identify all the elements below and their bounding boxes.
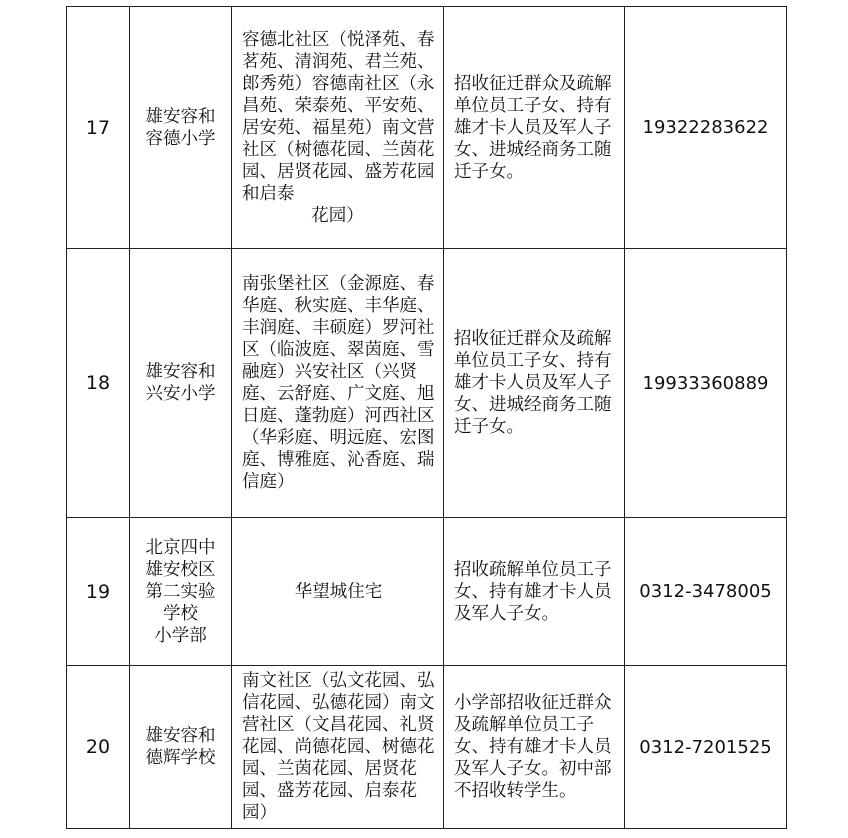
enrollment-scope — [444, 7, 625, 249]
school-name-line: 雄安容和 — [145, 726, 216, 746]
enrollment-scope — [444, 249, 625, 518]
school-name-line: 雄安容和 — [145, 106, 216, 127]
enrollment-scope-text: 招收征迁群众及疏解单位员工子女、持有雄才卡人员及军人子女、进城经商务工随迁子女。 — [454, 329, 612, 437]
school-name — [130, 518, 232, 666]
school-name-line: 北京四中 — [145, 537, 216, 558]
enrollment-scope-text: 小学部招收征迁群众及疏解单位员工子女、持有雄才卡人员及军人子女。初中部不招收转学生。 — [454, 693, 612, 801]
contact-phone: 0312-3478005 — [625, 518, 787, 666]
service-area — [232, 666, 444, 829]
table-row — [67, 518, 787, 666]
school-name — [130, 7, 232, 249]
contact-phone: 0312-7201525 — [625, 666, 787, 829]
school-name-line: 小学部 — [154, 625, 207, 646]
service-area-text: 容德北社区（悦泽苑、春茗苑、清润苑、君兰苑、郎秀苑）容德南社区（永昌苑、荣泰苑、平安苑、居安苑、福星苑）南文营社区（树德花园、兰茵花园、居贤花园、盛芳花园和启泰 — [242, 29, 435, 204]
service-area-tail: 花园） — [311, 205, 364, 226]
school-name — [130, 249, 232, 518]
school-name-line: 雄安校区 — [145, 559, 216, 580]
school-name-line: 容德小学 — [145, 128, 216, 149]
enrollment-scope — [444, 666, 625, 829]
school-name — [130, 666, 232, 829]
row-number: 17 — [67, 7, 130, 249]
enrollment-scope — [444, 518, 625, 666]
contact-phone: 19322283622 — [625, 7, 787, 249]
row-number: 18 — [67, 249, 130, 518]
school-name-line: 第二实验 — [145, 581, 216, 602]
enrollment-table — [66, 6, 787, 829]
school-name-line: 德辉学校 — [145, 748, 216, 768]
service-area — [232, 249, 444, 518]
enrollment-scope-text: 招收征迁群众及疏解单位员工子女、持有雄才卡人员及军人子女、进城经商务工随迁子女。 — [454, 73, 612, 182]
enrollment-scope-text: 招收疏解单位员工子女、持有雄才卡人员及军人子女。 — [454, 559, 612, 624]
school-name-line: 兴安小学 — [145, 384, 216, 404]
service-area — [232, 7, 444, 249]
row-number: 19 — [67, 518, 130, 666]
service-area-text: 华望城住宅 — [294, 581, 383, 602]
table-row — [67, 249, 787, 518]
contact-phone: 19933360889 — [625, 249, 787, 518]
table-row — [67, 7, 787, 249]
service-area-text: 南张堡社区（金源庭、春华庭、秋实庭、丰华庭、丰润庭、丰硕庭）罗河社区（临波庭、翠茵庭、雪融庭）兴安社区（兴贤庭、云舒庭、广文庭、旭日庭、蓬勃庭）河西社区（华彩庭、明远庭、宏图庭、博雅庭、沁香庭、瑞信庭） — [242, 274, 435, 492]
row-number: 20 — [67, 666, 130, 829]
school-name-line: 雄安容和 — [145, 362, 216, 382]
school-name-line: 学校 — [163, 603, 198, 624]
table-row — [67, 666, 787, 829]
service-area-text: 南文社区（弘文花园、弘信花园、弘德花园）南文营社区（文昌花园、礼贤花园、尚德花园、树德花园、兰茵花园、居贤花园、盛芳花园、启泰花园） — [242, 671, 435, 823]
service-area — [232, 518, 444, 666]
